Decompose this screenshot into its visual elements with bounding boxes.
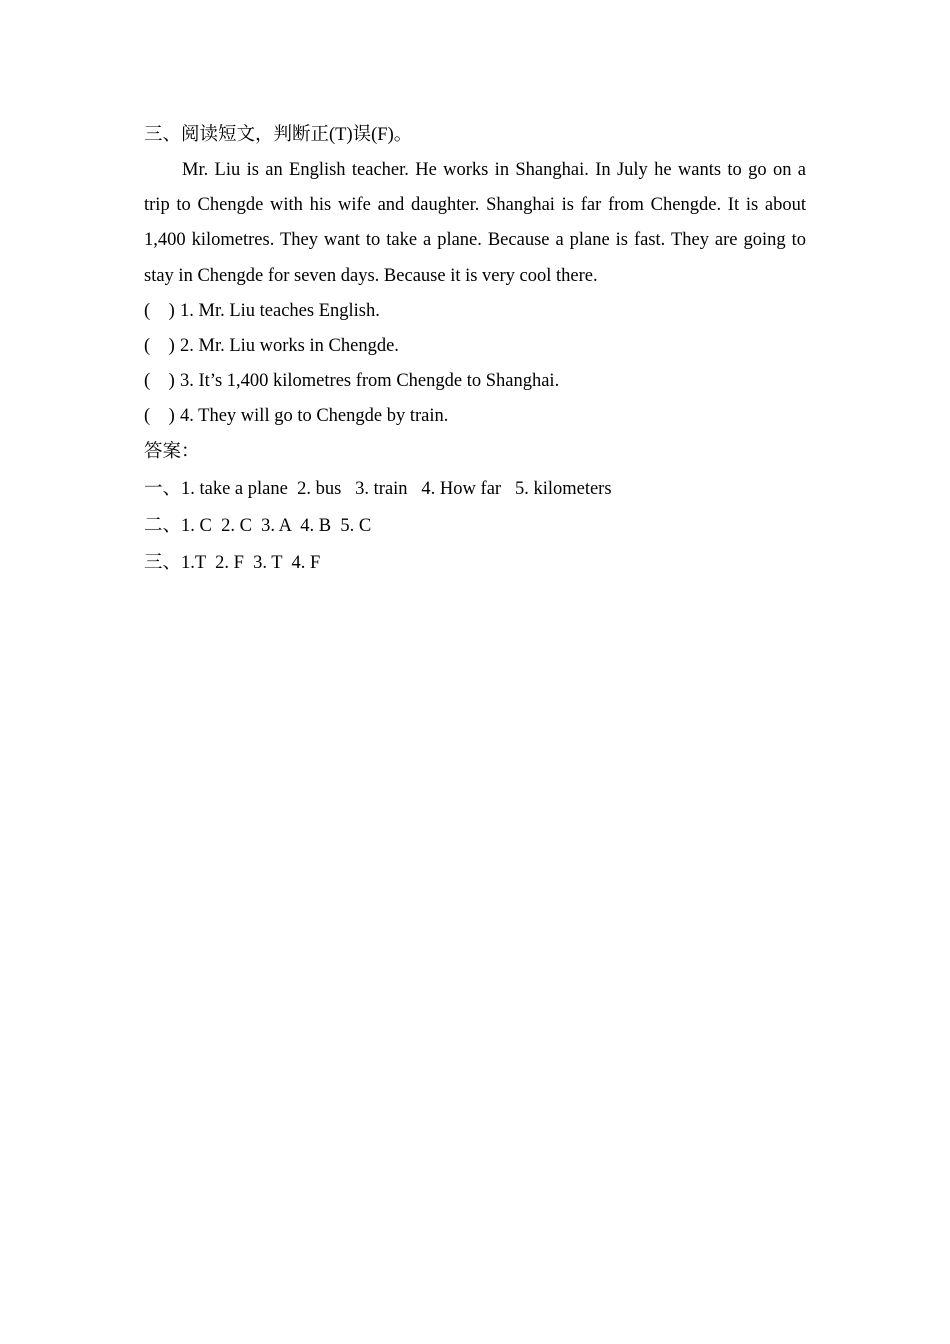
answer-blank: ( ): [144, 370, 175, 391]
answer-line: 二、1. C 2. C 3. A 4. B 5. C: [144, 515, 372, 536]
answer-blank: ( ): [144, 300, 175, 321]
question-item: [144, 364, 806, 399]
section-heading: 三、阅读短文，判断正(T)误(F)。: [144, 125, 413, 145]
answers-label: 答案：: [144, 441, 200, 462]
question-text: 4. They will go to Chengde by train.: [180, 405, 449, 426]
question-item: [144, 294, 806, 329]
document-page: [144, 118, 806, 582]
question-item: [144, 329, 806, 364]
answer-line: 三、1.T 2. F 3. T 4. F: [144, 552, 321, 573]
question-text: 3. It’s 1,400 kilometres from Chengde to Shanghai.: [180, 370, 560, 391]
answer-line: 一、1. take a plane 2. bus 3. train 4. How far 5. kilometers: [144, 478, 612, 499]
answer-blank: ( ): [144, 335, 175, 356]
question-item: [144, 399, 806, 434]
answer-blank: ( ): [144, 405, 175, 426]
question-text: 2. Mr. Liu works in Chengde.: [180, 335, 399, 356]
question-text: 1. Mr. Liu teaches English.: [180, 300, 380, 321]
reading-passage: Mr. Liu is an English teacher. He works in Shanghai. In July he wants to go on a trip to Chengde with his wife and daughter. Shanghai is far from Chengde. It is about 1,400 kilometres. They want to take a plane. Because a plane is fast. They are going to stay in Chengde for seven days. Because it is very cool there.: [144, 160, 806, 286]
